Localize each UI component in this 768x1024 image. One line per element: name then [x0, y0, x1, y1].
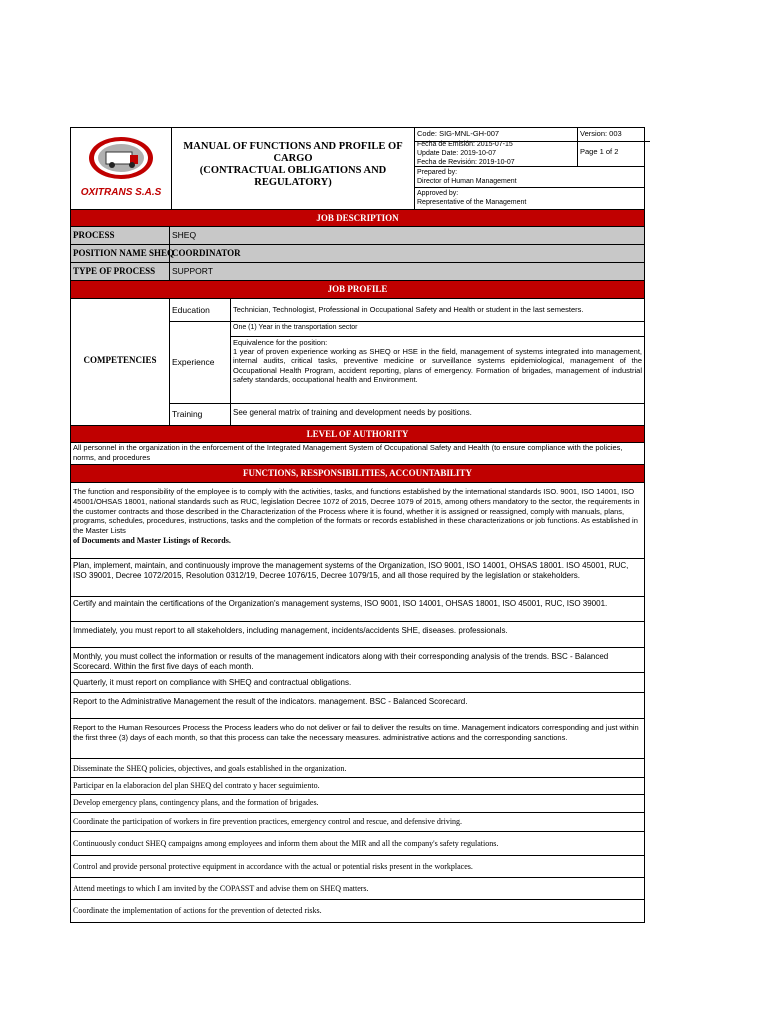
functions-intro — [71, 483, 644, 559]
experience-short: One (1) Year in the transportation sector — [231, 321, 644, 337]
type-of-process-label: TYPE OF PROCESS — [73, 266, 156, 276]
type-of-process-value: SUPPORT — [169, 263, 644, 280]
job-profile-document — [70, 127, 645, 923]
experience-equiv-title: Equivalence for the position: — [233, 338, 328, 347]
function-item: Certify and maintain the certifications of the Organization's management systems, ISO 9001, ISO 14001, OHSAS 18001, ISO 45001, RUC, ISO 39001. — [71, 597, 644, 622]
training-row — [170, 403, 644, 425]
experience-row — [170, 321, 644, 404]
process-value: SHEQ — [169, 227, 644, 244]
function-item: Report to the Human Resources Process the Process leaders who do not deliver or fail to deliver the results on time. Management indicators corresponding and just within the first three (3) days of each month, so that this process can take the necessary measures. administrative actions and the corresponding sanctions. — [71, 719, 644, 759]
function-item: Immediately, you must report to all stakeholders, including management, incidents/accidents SHE, diseases. professionals. — [71, 622, 644, 648]
page-number: Page 1 of 2 — [577, 139, 645, 167]
function-item: Control and provide personal protective equipment in accordance with the actual or potential risks present in the workplaces. — [71, 856, 644, 878]
experience-equiv-body: 1 year of proven experience working as SHEQ or HSE in the field, management of systems integrated into management, internal audits, critical tasks, preventive medicine or surveillance systems epidemiological, management of the Occupational Health Program, accident reporting, plans of emergency. Formation of brigades, management of industrial safety standards, occupational health and Environment. — [233, 347, 642, 384]
code-cell: Code: SIG-MNL-GH-007 — [415, 128, 581, 142]
experience-values — [230, 321, 644, 403]
update-date: Update Date: 2019-10-07 — [417, 150, 496, 157]
functions-intro-tail: of Documents and Master Listings of Records. — [73, 535, 231, 545]
document-meta — [414, 128, 644, 209]
prepared-cell — [415, 167, 645, 188]
experience-label: Experience — [172, 357, 215, 367]
title-line-3: (CONTRACTUAL OBLIGATIONS AND — [199, 165, 387, 176]
revision-date: Fecha de Revisión: 2019-10-07 — [417, 159, 515, 166]
document-title — [171, 128, 414, 209]
position-value: COORDINATOR — [169, 245, 644, 262]
logo-cell — [71, 128, 171, 209]
prepared-label: Prepared by: — [417, 169, 458, 176]
functions-intro-text: The function and responsibility of the employee is to comply with the activities, tasks, and functions established by the international standards ISO. 9001, ISO 14001, ISO 45001/OHSAS 18001, national standards such as RUC, legislation Decree 1072 of 2015, Decree 1079 of 2015, among others mandatory to the sector, the requirements in the customer contracts and those described in the Characterization of the Process where it is found, whether it is assigned or reassigned, comply with manuals, plans, programs, schedules, procedures, instructions, tasks and the completion of the formats or records established in these characterizations or job functions. As established in the Master Lists — [73, 487, 640, 536]
oxitrans-logo-icon — [86, 134, 156, 184]
function-item: Develop emergency plans, contingency plans, and the formation of brigades. — [71, 795, 644, 813]
education-label: Education — [172, 305, 210, 315]
document-header — [71, 128, 644, 210]
job-description-heading — [71, 210, 644, 227]
authority-heading-text: LEVEL OF AUTHORITY — [306, 429, 409, 439]
competencies-block — [71, 299, 644, 426]
job-profile-heading — [71, 281, 644, 299]
job-profile-heading-text: JOB PROFILE — [327, 284, 388, 294]
authority-heading — [71, 426, 644, 443]
education-row — [170, 299, 644, 322]
function-item: Monthly, you must collect the information or results of the management indicators along with their corresponding analysis of the trends. BSC - Balanced Scorecard. Within the first five days of each month. — [71, 648, 644, 673]
functions-heading-text: FUNCTIONS, RESPONSIBILITIES, ACCOUNTABILITY — [243, 468, 472, 478]
title-line-2: CARGO — [273, 153, 313, 164]
function-item: Report to the Administrative Management the result of the indicators. management. BSC - Balanced Scorecard. — [71, 693, 644, 719]
training-label: Training — [172, 409, 203, 419]
approved-label: Approved by: — [417, 190, 459, 197]
job-description-heading-text: JOB DESCRIPTION — [316, 213, 399, 223]
position-label: POSITION NAME SHEQ — [73, 248, 175, 258]
function-item: Continuously conduct SHEQ campaigns among employees and inform them about the MIR and all the company's safety regulations. — [71, 832, 644, 856]
training-value: See general matrix of training and development needs by positions. — [230, 403, 644, 425]
title-line-4: REGULATORY) — [254, 177, 332, 188]
function-item: Quarterly, it must report on compliance with SHEQ and contractual obligations. — [71, 673, 644, 693]
approved-cell — [415, 188, 645, 209]
type-of-process-row — [71, 263, 644, 281]
emission-date: Fecha de Emisión: 2015-07-15 — [417, 141, 513, 148]
process-row — [71, 227, 644, 245]
function-item: Coordinate the participation of workers in fire prevention practices, emergency control and rescue, and defensive driving. — [71, 813, 644, 832]
functions-heading — [71, 465, 644, 483]
process-label: PROCESS — [73, 230, 115, 240]
function-item: Plan, implement, maintain, and continuously improve the management systems of the Organization, ISO 9001, ISO 14001, OHSAS 18001. ISO 45001, RUC, ISO 39001, Decree 1072/2015, Resolution 0312/19, Decree 1076/15, Decree 1079/15, and all those required by the legislation or stakeholders. — [71, 559, 644, 597]
logo-text: OXITRANS S.A.S — [80, 187, 162, 198]
function-item: Disseminate the SHEQ policies, objectives, and goals established in the organization. — [71, 759, 644, 778]
approved-value: Representative of the Management — [417, 199, 527, 206]
experience-equivalence — [231, 337, 644, 385]
position-row — [71, 245, 644, 263]
prepared-value: Director of Human Management — [417, 178, 517, 185]
competencies-detail — [169, 299, 644, 425]
function-item: Coordinate the implementation of actions for the prevention of detected risks. — [73, 906, 322, 915]
version-cell: Version: 003 — [577, 128, 650, 142]
function-item: Participar en la elaboracion del plan SHEQ del contrato y hacer seguimiento. — [71, 778, 644, 795]
competencies-label: COMPETENCIES — [83, 355, 157, 365]
dates-cell — [415, 139, 577, 167]
authority-text: All personnel in the organization in the enforcement of the Integrated Management System of Occupational Safety and Health (to ensure compliance with the policies, norms, and procedures — [71, 443, 644, 465]
title-line-1: MANUAL OF FUNCTIONS AND PROFILE OF — [183, 141, 403, 152]
function-item: Attend meetings to which I am invited by the COPASST and advise them on SHEQ matters. — [71, 878, 644, 900]
education-value: Technician, Technologist, Professional in Occupational Safety and Health or student in the last semesters. — [230, 299, 644, 321]
